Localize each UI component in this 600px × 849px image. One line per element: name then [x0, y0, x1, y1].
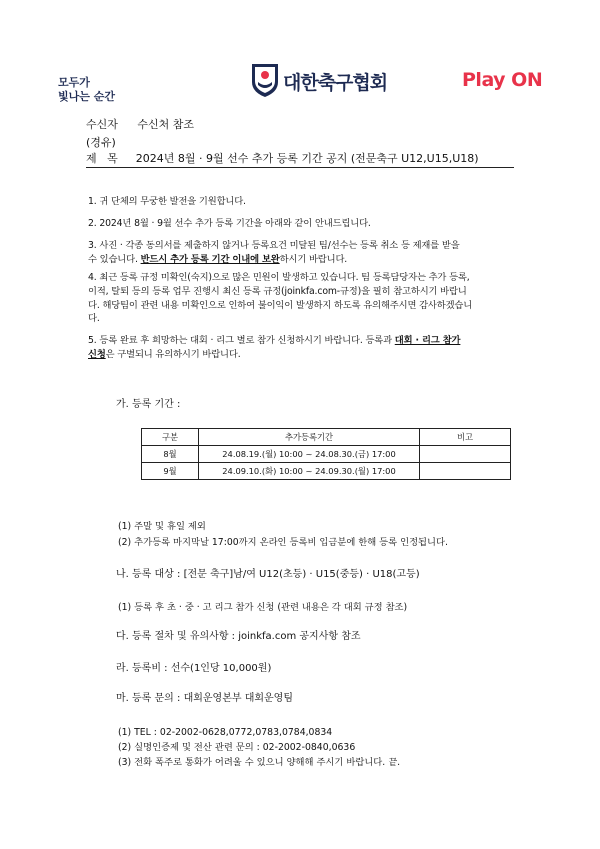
subject-row: [86, 152, 479, 166]
subject-divider: [86, 167, 514, 168]
body-p3-line2: [88, 253, 514, 267]
recipient-value: 수신처 참조: [137, 118, 195, 131]
table-header-cell: 비고: [420, 429, 511, 446]
body-p3-post: 하시기 바랍니다.: [279, 253, 348, 265]
table-cell: [420, 463, 511, 480]
contact-cert: (2) 실명인증제 및 전산 관련 문의 : 02-2002-0840,0636: [118, 742, 356, 753]
slogan-line-2: 빛나는 순간: [58, 90, 115, 103]
table-header-row: [142, 429, 511, 446]
body-p5-line2: [88, 348, 514, 362]
table-header-cell: 구분: [142, 429, 199, 446]
table-cell: 24.09.10.(화) 10:00 ~ 24.09.30.(월) 17:00: [199, 463, 420, 480]
period-note-2: (2) 추가등록 마지막날 17:00까지 온라인 등록비 입금분에 한해 등록 인정됩니다.: [118, 537, 448, 548]
body-p4-line4: 다.: [88, 313, 100, 325]
body-p5-emphasis-2: 신청: [88, 348, 106, 360]
body-p3-line1: 3. 사진 · 각종 동의서를 제출하지 않거나 등록요건 미달된 팀/선수는 등록 취소 등 제재를 받을: [88, 240, 460, 251]
table-cell: 8월: [142, 446, 199, 463]
org-name: 대한축구협회: [283, 72, 388, 94]
subject-label: 제 목: [86, 152, 118, 165]
contact-section: 마. 등록 문의 : 대회운영본부 대회운영팀: [116, 693, 294, 704]
period-title: 가. 등록 기간 :: [116, 399, 181, 410]
fee-section: 라. 등록비 : 선수(1인당 10,000원): [116, 663, 272, 674]
body-p3: [88, 239, 514, 267]
table-cell: 9월: [142, 463, 199, 480]
play-on-logo: Play ON: [462, 69, 543, 91]
body-p1: 1. 귀 단체의 무궁한 발전을 기원합니다.: [88, 196, 246, 207]
table-header-cell: 추가등록기간: [199, 429, 420, 446]
table-row: [142, 463, 511, 480]
table-row: [142, 446, 511, 463]
target-note: (1) 등록 후 초 · 중 · 고 리그 참가 신청 (관련 내용은 각 대회 규정 참조): [118, 602, 408, 613]
body-p4-line2: 이적, 탈퇴 등의 등록 업무 진행시 최신 등록 규정(joinkfa.com-규정)을 필히 참고하시기 바랍니: [88, 285, 467, 297]
procedure-section: 다. 등록 절차 및 유의사항 : joinkfa.com 공지사항 참조: [116, 631, 361, 642]
body-p5: [88, 334, 514, 362]
body-p5-emphasis-1: 대회 · 리그 참가: [394, 335, 461, 346]
body-p4: [88, 271, 514, 326]
body-p3-emphasis: 반드시 추가 등록 기간 이내에 보완: [140, 253, 280, 265]
body-p5-line1: [88, 334, 514, 348]
body-p4-line1: 4. 최근 등록 규정 미확인(숙지)으로 많은 민원이 발생하고 있습니다. 팀 등록담당자는 추가 등록,: [88, 272, 470, 283]
table-cell: [420, 446, 511, 463]
body-p4-line3: 다. 해당팀이 관련 내용 미확인으로 인하여 불이익이 발생하지 하도록 유의해주시면 감사하겠습니: [88, 299, 473, 311]
slogan-line-1: 모두가: [58, 76, 90, 89]
contact-tel: (1) TEL : 02-2002-0628,0772,0783,0784,0834: [118, 727, 333, 738]
contact-note: (3) 전화 폭주로 통화가 어려울 수 있으니 양해해 주시기 바랍니다. 끝.: [118, 757, 401, 768]
slogan: [58, 76, 115, 104]
body-p2: 2. 2024년 8월 · 9월 선수 추가 등록 기간을 아래와 같이 안내드립니다.: [88, 218, 371, 229]
target-section: 나. 등록 대상 : [전문 축구]남/여 U12(초등) · U15(중등) · U18(고등): [116, 569, 420, 580]
recipient-label: 수신자: [86, 118, 118, 131]
kfa-emblem-icon: [250, 62, 280, 98]
via-label: (경유): [86, 136, 116, 149]
table-cell: 24.08.19.(월) 10:00 ~ 24.08.30.(금) 17:00: [199, 446, 420, 463]
body-p3-pre: 수 있습니다.: [88, 253, 141, 265]
recipient-row: [86, 118, 194, 132]
period-note-1: (1) 주말 및 휴일 제외: [118, 521, 206, 532]
subject-value: 2024년 8월 · 9월 선수 추가 등록 기간 공지 (전문축구 U12,U15,U18): [135, 152, 479, 165]
body-p5-post: 은 구별되니 유의하시기 바랍니다.: [105, 348, 241, 360]
registration-period-table: [141, 428, 511, 480]
body-p5-pre: 5. 등록 완료 후 희망하는 대회 · 리그 별로 참가 신청하시기 바랍니다. 등록과: [88, 335, 395, 346]
